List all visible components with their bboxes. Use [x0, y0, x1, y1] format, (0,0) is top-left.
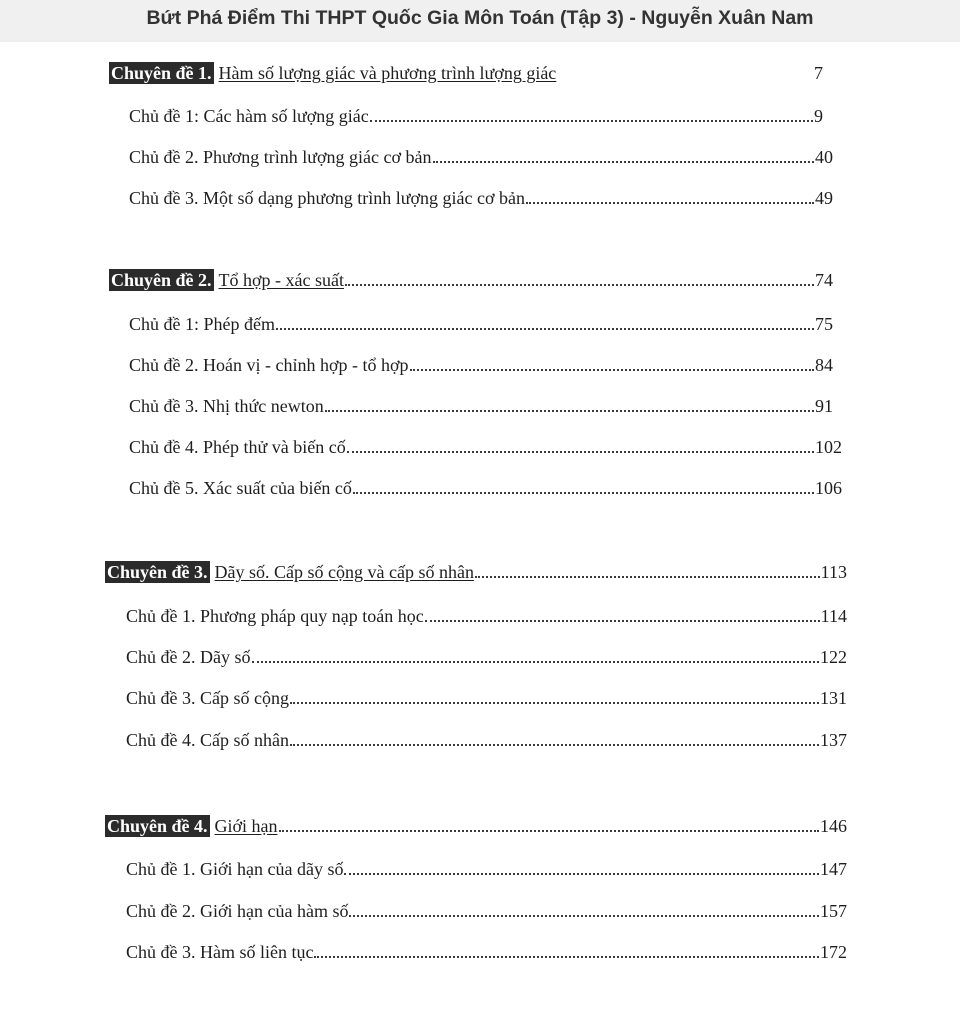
- item-title: Chủ đề 1. Phương pháp quy nạp toán học: [126, 606, 424, 626]
- toc-item[interactable]: [126, 939, 847, 963]
- toc-item[interactable]: [129, 103, 823, 127]
- section-label: Chuyên đề 3.: [107, 562, 208, 582]
- page-number: 7: [814, 63, 823, 83]
- item-title: Chủ đề 3. Một số dạng phương trình lượng giác cơ bản: [129, 188, 526, 208]
- toc-item[interactable]: [129, 185, 833, 209]
- section-title: Tổ hợp - xác suất: [218, 270, 345, 290]
- dot-leader: [526, 202, 814, 204]
- page-number: 157: [820, 901, 847, 921]
- page-number: 122: [820, 647, 847, 667]
- item-title: Chủ đề 1: Các hàm số lượng giác: [129, 106, 369, 126]
- section-heading[interactable]: [105, 813, 847, 837]
- section-title: Giới hạn: [214, 816, 278, 836]
- item-title: Chủ đề 4. Cấp số nhân: [126, 730, 289, 750]
- section-label: Chuyên đề 4.: [107, 816, 208, 836]
- dot-leader: [290, 744, 819, 746]
- toc-item[interactable]: [129, 352, 833, 376]
- item-title: Chủ đề 2. Hoán vị - chỉnh hợp - tổ hợp: [129, 355, 409, 375]
- item-title: Chủ đề 3. Cấp số cộng: [126, 688, 289, 708]
- toc-item[interactable]: [129, 144, 833, 168]
- item-title: Chủ đề 1: Phép đếm: [129, 314, 275, 334]
- dot-leader: [353, 492, 814, 494]
- item-title: Chủ đề 2. Dãy số: [126, 647, 251, 667]
- toc-item[interactable]: [126, 727, 847, 751]
- dot-leader: [252, 661, 820, 663]
- toc-item[interactable]: [129, 434, 842, 458]
- item-title: Chủ đề 2. Giới hạn của hàm số: [126, 901, 349, 921]
- page-number: 49: [815, 188, 833, 208]
- book-title: Bứt Phá Điểm Thi THPT Quốc Gia Môn Toán (Tập 3) - Nguyễn Xuân Nam: [146, 7, 814, 29]
- page-number: 147: [820, 859, 847, 879]
- item-title: Chủ đề 5. Xác suất của biến cố: [129, 478, 352, 498]
- page-number: 84: [815, 355, 833, 375]
- page-number: 91: [815, 396, 833, 416]
- page-number: 172: [820, 942, 847, 962]
- page-number: 9: [814, 106, 823, 126]
- item-title: Chủ đề 3. Nhị thức newton: [129, 396, 324, 416]
- dot-leader: [425, 620, 820, 622]
- page-number: 75: [815, 314, 833, 334]
- page-number: 40: [815, 147, 833, 167]
- section-heading[interactable]: [105, 559, 847, 583]
- page-number: 114: [820, 606, 847, 626]
- dot-leader: [347, 451, 814, 453]
- dot-leader: [370, 120, 813, 122]
- item-title: Chủ đề 2. Phương trình lượng giác cơ bản: [129, 147, 432, 167]
- dot-leader: [410, 369, 814, 371]
- toc-item[interactable]: [126, 856, 847, 880]
- section-label: Chuyên đề 1.: [111, 63, 212, 83]
- toc-item[interactable]: [129, 393, 833, 417]
- section-heading[interactable]: [109, 60, 823, 84]
- toc-item[interactable]: [129, 475, 842, 499]
- page-number: 137: [820, 730, 847, 750]
- page-number: 131: [820, 688, 847, 708]
- section-label: Chuyên đề 2.: [111, 270, 212, 290]
- dot-leader: [475, 576, 820, 578]
- page-number: 113: [820, 562, 847, 582]
- toc-item[interactable]: [126, 644, 847, 668]
- dot-leader: [290, 702, 819, 704]
- section-title: Dãy số. Cấp số cộng và cấp số nhân: [214, 562, 474, 582]
- page-number: 74: [815, 270, 833, 290]
- dot-leader: [344, 873, 819, 875]
- dot-leader: [325, 410, 814, 412]
- toc-item[interactable]: [126, 898, 847, 922]
- item-title: Chủ đề 4. Phép thử và biến cố: [129, 437, 346, 457]
- section-heading[interactable]: [109, 267, 833, 291]
- item-title: Chủ đề 3. Hàm số liên tục: [126, 942, 314, 962]
- dot-leader: [349, 915, 819, 917]
- dot-leader: [345, 284, 814, 286]
- toc-item[interactable]: [129, 311, 833, 335]
- page-number: 106: [815, 478, 842, 498]
- section-title: Hàm số lượng giác và phương trình lượng giác: [218, 63, 557, 83]
- page-number: 102: [815, 437, 842, 457]
- toc-item[interactable]: [126, 685, 847, 709]
- dot-leader: [279, 830, 819, 832]
- dot-leader: [314, 956, 819, 958]
- item-title: Chủ đề 1. Giới hạn của dãy số: [126, 859, 344, 879]
- dot-leader: [276, 328, 814, 330]
- page-number: 146: [820, 816, 847, 836]
- toc-item[interactable]: [126, 603, 847, 627]
- dot-leader: [433, 161, 814, 163]
